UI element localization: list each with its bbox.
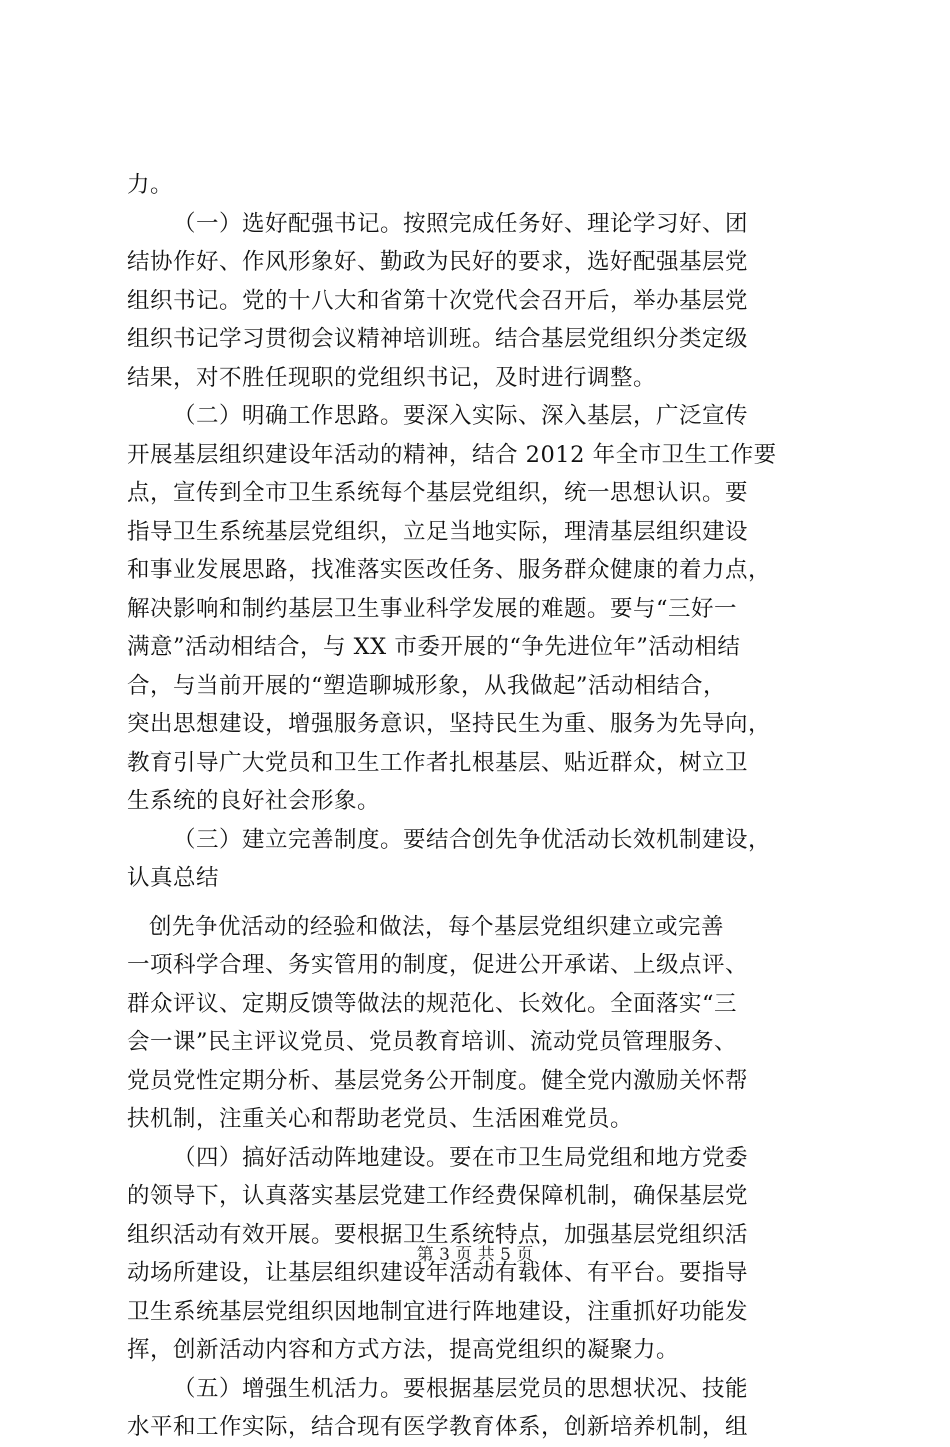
text-line: 结果，对不胜任现职的党组织书记，及时进行调整。 [127,364,657,391]
text-line: 认真总结 [127,865,220,891]
page-footer: 第 3 页 共 5 页 [416,1245,534,1265]
paragraph-gap [127,898,832,908]
text-line: （五）增强生机活力。要根据基层党员的思想状况、技能 [173,1375,749,1402]
text-line: 解决影响和制约基层卫生事业科学发展的难题。要与“三好一 [127,595,738,622]
text-line: 教育引导广大党员和卫生工作者扎根基层、贴近群众，树立卫 [127,749,749,776]
text-line: 突出思想建设，增强服务意识，坚持民生为重、服务为先导向， [127,711,772,737]
text-line: 结协作好、作风形象好、勤政为民好的要求，选好配强基层党 [127,249,749,275]
text-line: 挥，创新活动内容和方式方法，提高党组织的凝聚力。 [127,1337,680,1363]
text-line: 水平和工作实际，结合现有医学教育体系，创新培养机制，组 [127,1414,749,1440]
text-line: 扶机制，注重关心和帮助老党员、生活困难党员。 [127,1106,634,1132]
text-line: 动场所建设，让基层组织建设年活动有载体、有平台。要指导 [127,1260,749,1286]
text-line: （三）建立完善制度。要结合创先争优活动长效机制建设， [173,826,772,853]
text-line: （一）选好配强书记。按照完成任务好、理论学习好、团 [173,210,749,237]
text-line: 力。 [127,172,174,198]
text-line: （四）搞好活动阵地建设。要在市卫生局党组和地方党委 [173,1144,749,1171]
text-line: 组织活动有效开展。要根据卫生系统特点，加强基层党组织活 [127,1221,749,1248]
text-line: （二）明确工作思路。要深入实际、深入基层，广泛宣传 [173,403,749,429]
text-line: 卫生系统基层党组织因地制宜进行阵地建设，注重抓好功能发 [127,1298,749,1325]
text-line: 一项科学合理、务实管用的制度，促进公开承诺、上级点评、 [127,952,749,978]
text-line: 和事业发展思路，找准落实医改任务、服务群众健康的着力点， [127,557,772,583]
text-line: 党员党性定期分析、基层党务公开制度。健全党内激励关怀帮 [127,1067,749,1094]
text-line: 组织书记学习贯彻会议精神培训班。结合基层党组织分类定级 [127,326,749,352]
text-line: 指导卫生系统基层党组织，立足当地实际，理清基层组织建设 [127,518,749,545]
text-line: 组织书记。党的十八大和省第十次党代会召开后，举办基层党 [127,287,749,314]
text-line: 生系统的良好社会形象。 [127,788,381,814]
text-line: 开展基层组织建设年活动的精神，结合 2012 年全市卫生工作要 [127,441,777,468]
text-line: 会一课”民主评议党员、党员教育培训、流动党员管理服务、 [127,1029,738,1055]
text-line: 合，与当前开展的“塑造聊城形象，从我做起”活动相结合， [127,672,727,699]
text-line: 满意”活动相结合，与 XX 市委开展的“争先进位年”活动相结 [127,634,741,660]
text-line: 创先争优活动的经验和做法，每个基层党组织建立或完善 [149,913,725,940]
text-line: 点，宣传到全市卫生系统每个基层党组织，统一思想认识。要 [127,480,749,506]
text-line: 的领导下，认真落实基层党建工作经费保障机制，确保基层党 [127,1183,749,1209]
text-line: 群众评议、定期反馈等做法的规范化、长效化。全面落实“三 [127,990,738,1017]
